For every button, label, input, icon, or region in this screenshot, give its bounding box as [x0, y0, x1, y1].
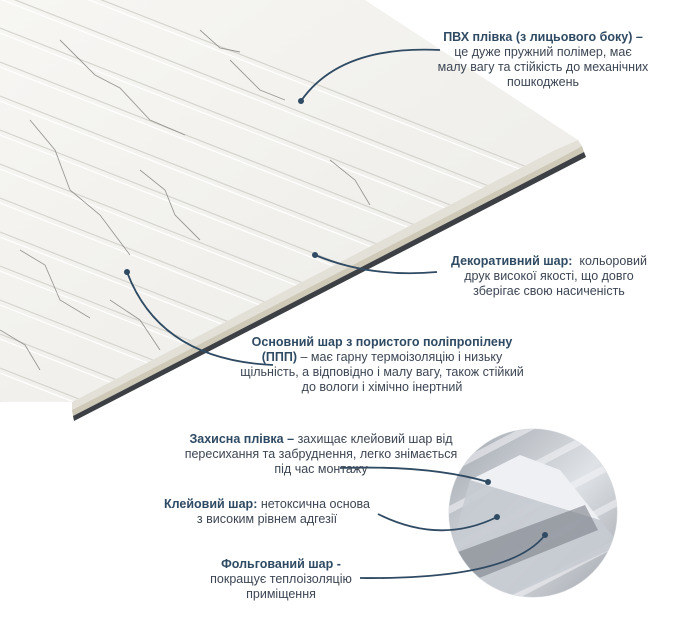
annotation-text: до вологи і хімічно інертний [301, 380, 463, 394]
annotation-text: друк високої якості, що довго [464, 269, 634, 283]
annotation-pvc-film [408, 30, 678, 90]
layers-inset [420, 375, 670, 625]
annotation-title: Декоративний шар: [451, 254, 573, 268]
annotation-protective-film [168, 432, 474, 477]
annotation-text: під час монтажу [274, 462, 368, 476]
annotation-foil-layer [186, 557, 376, 602]
annotation-title: (ППП) [261, 350, 297, 364]
annotation-text: нетоксична основа [260, 497, 371, 511]
annotation-text: це дуже пружний полімер, має [454, 45, 632, 59]
annotation-text: малу вагу та стійкість до механічних [437, 60, 649, 74]
annotation-text: захищає клейовий шар від [297, 432, 453, 446]
annotation-decorative-layer [418, 254, 680, 299]
annotation-text: пошкоджень [506, 75, 580, 89]
annotation-base-layer [232, 335, 532, 395]
annotation-text: з високим рівнем адгезії [196, 512, 338, 526]
annotation-title: Фольгований шар - [221, 557, 341, 571]
annotation-text: зберігає свою насиченість [473, 284, 625, 298]
annotation-text: кольоровий [579, 254, 647, 268]
annotation-adhesive-layer [160, 497, 374, 527]
annotation-title: ПВХ плівка (з лицьового боку) – [443, 30, 643, 44]
annotation-title: Захисна плівка – [189, 432, 295, 446]
annotation-text: приміщення [246, 587, 316, 601]
annotation-text: пересихання та забруднення, легко знімається [184, 447, 458, 461]
annotation-text: покращує теплоізоляцію [210, 572, 352, 586]
annotation-title: Клейовий шар: [163, 497, 258, 511]
annotation-text: щільність, а відповідно і малу вагу, також стійкий [240, 365, 524, 379]
annotation-title: Основний шар з пористого поліпропілену [251, 335, 513, 349]
annotation-text: – має гарну термоізоляцію і низьку [300, 350, 503, 364]
